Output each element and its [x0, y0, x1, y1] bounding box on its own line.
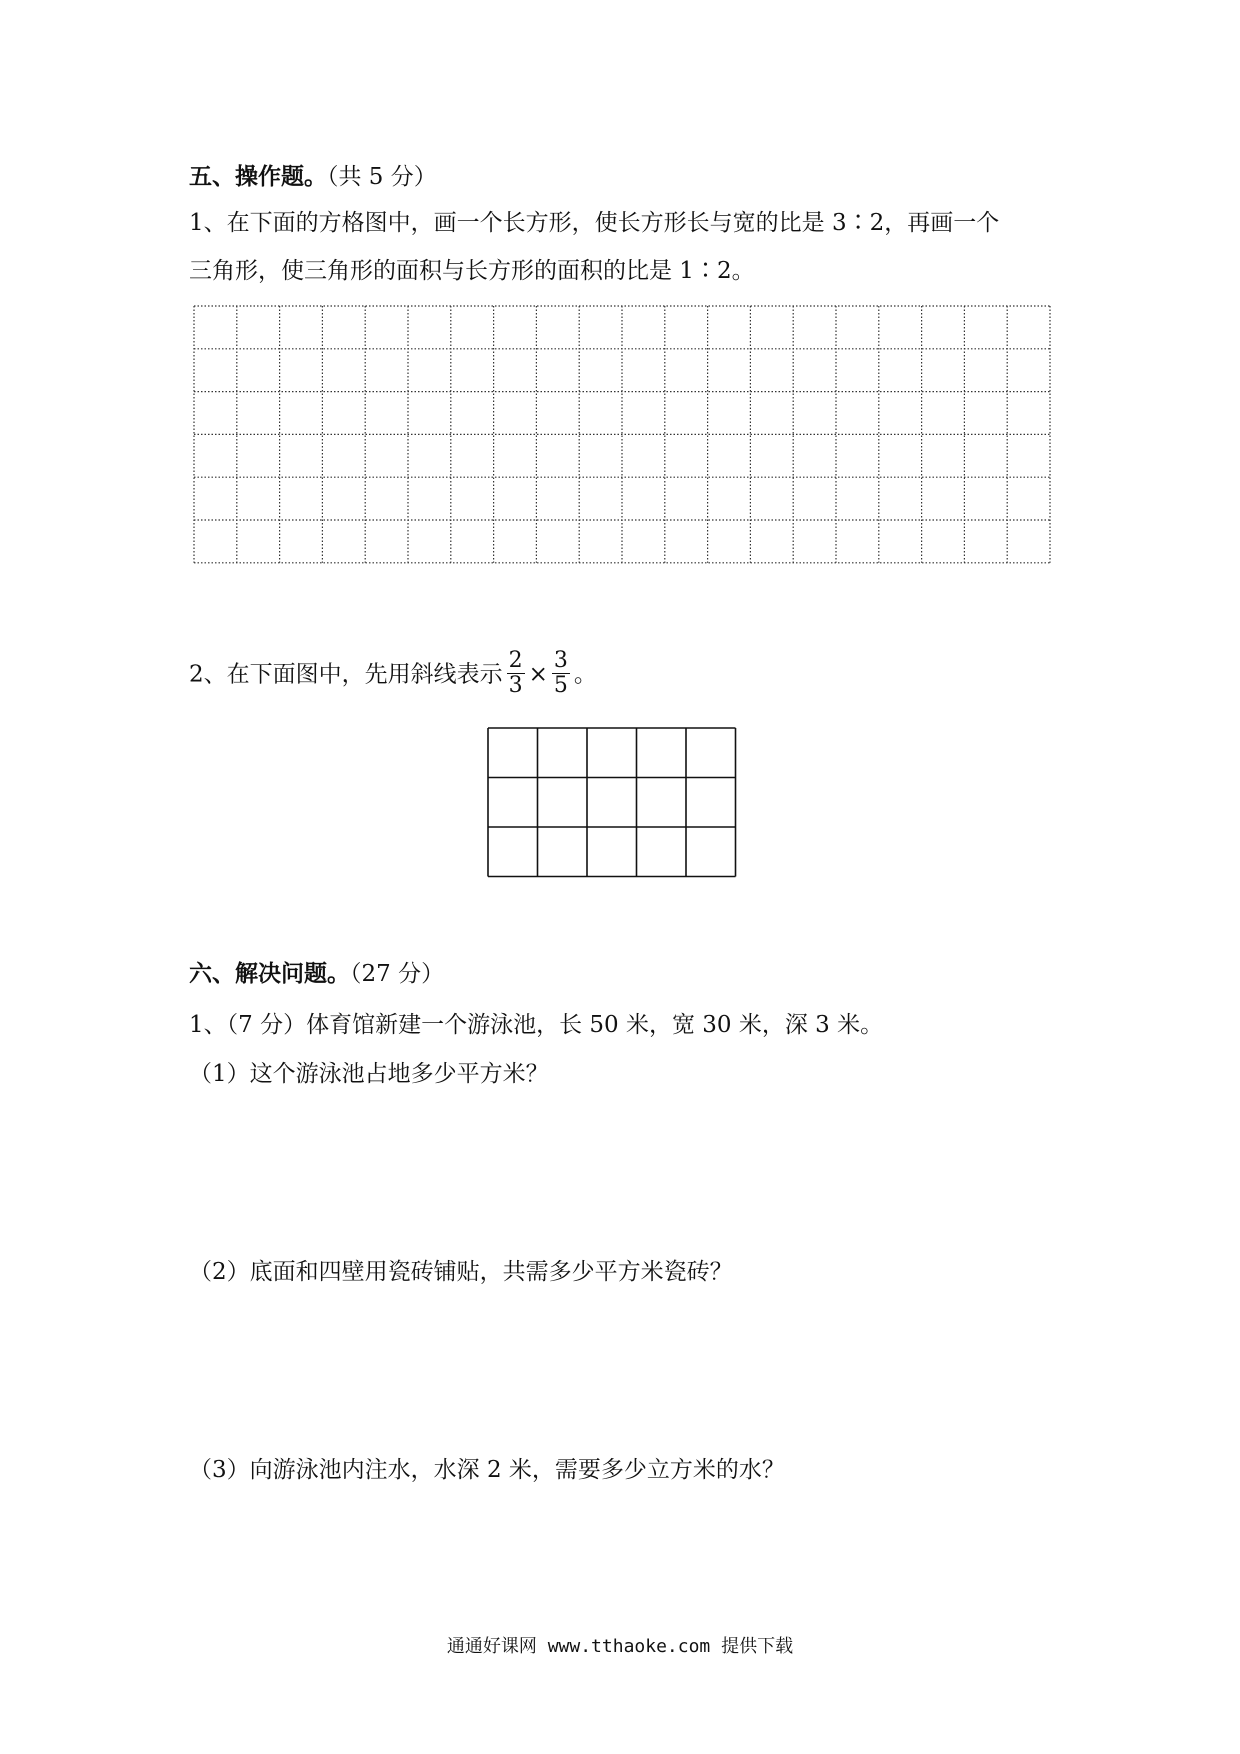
section6-q1-sub2: （2）底面和四壁用瓷砖铺贴，共需多少平方米瓷砖？ [189, 1259, 733, 1285]
times-sign: × [528, 661, 548, 688]
dotted-square-grid [193, 305, 1053, 581]
section5-heading [189, 162, 437, 192]
section6-points: （27 分） [350, 961, 445, 987]
section6-q1-sub3: （3）向游泳池内注水，水深 2 米，需要多少立方米的水？ [189, 1457, 785, 1483]
fraction-numerator: 2 [508, 648, 523, 673]
section5-q2-prefix: 2、在下面图中，先用斜线表示 [189, 661, 503, 688]
section5-points: （共 5 分） [327, 164, 437, 190]
page-footer: 通通好课网 www.tthaoke.com 提供下载 [446, 1636, 794, 1657]
fraction-denominator: 5 [553, 673, 568, 698]
fraction-three-fifths [552, 649, 570, 698]
section5-title: 五、操作题。 [189, 163, 327, 190]
solid-rectangle-grid [487, 727, 739, 881]
section6-q1-stem: 1、（7 分）体育馆新建一个游泳池，长 50 米，宽 30 米，深 3 米。 [189, 1012, 884, 1038]
section6-title: 六、解决问题。 [189, 960, 350, 987]
fraction-two-thirds [507, 649, 525, 698]
section6-q1-sub1: （1）这个游泳池占地多少平方米？ [189, 1061, 549, 1087]
fraction-numerator: 3 [553, 648, 568, 673]
section5-q2-line [189, 648, 597, 700]
fraction-denominator: 3 [508, 673, 523, 698]
section5-q1-line2: 三角形，使三角形的面积与长方形的面积的比是 1∶2。 [189, 258, 755, 284]
section5-q1-line1: 1、在下面的方格图中，画一个长方形，使长方形长与宽的比是 3∶2，再画一个 [189, 210, 1000, 236]
section6-heading [189, 959, 444, 989]
section5-q2-suffix: 。 [573, 661, 597, 688]
